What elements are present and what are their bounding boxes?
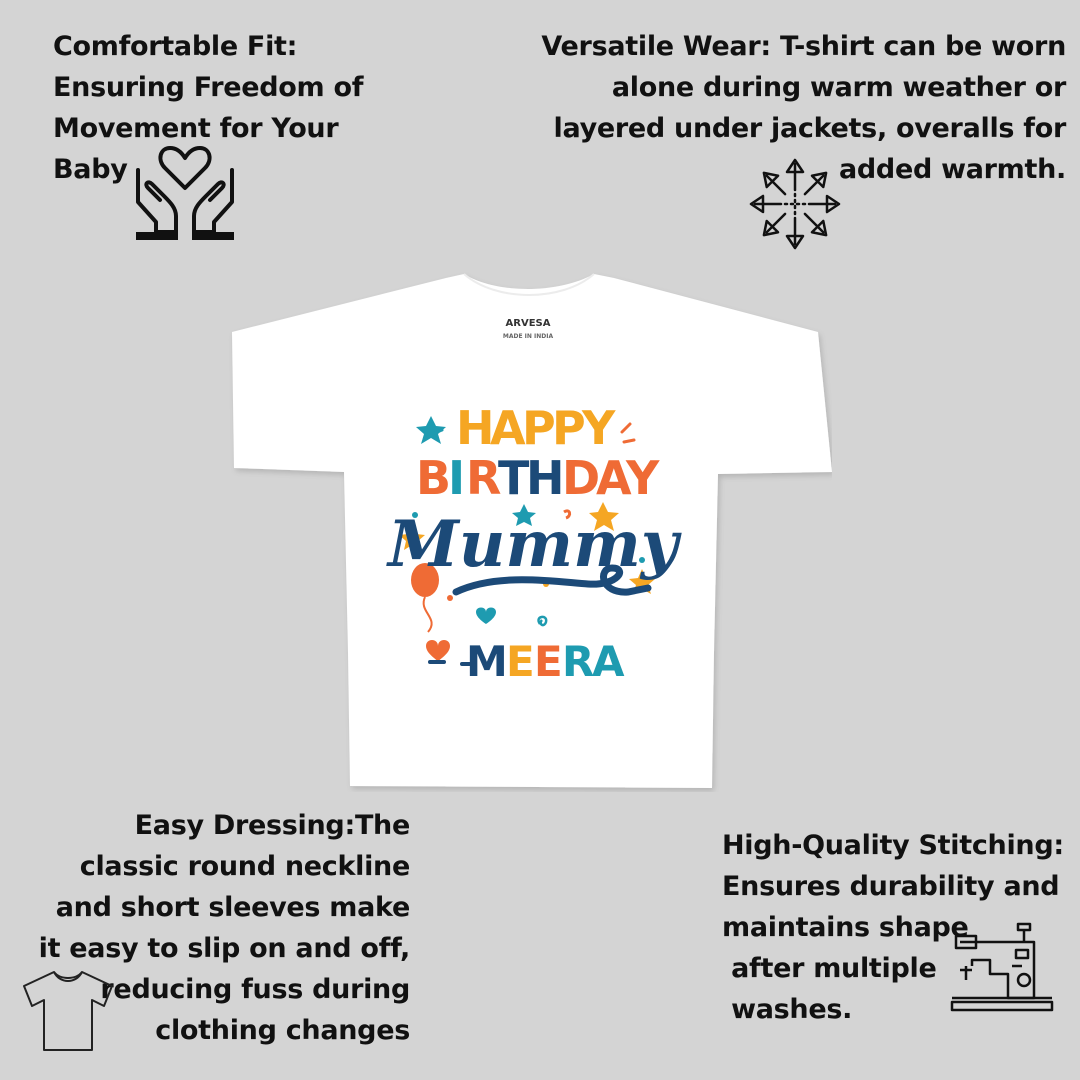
- print-letter: D: [562, 451, 601, 505]
- print-letter: R: [562, 637, 595, 686]
- feature-text-line: Versatile Wear: T-shirt can be worn: [541, 31, 1066, 62]
- feature-text-line: and short sleeves make: [55, 892, 410, 923]
- feature-text-line: Movement for Your: [53, 113, 339, 144]
- print-letter: H: [526, 451, 565, 505]
- print-letter: E: [534, 637, 563, 686]
- print-letter: P: [522, 401, 556, 455]
- print-letter: A: [596, 451, 632, 505]
- print-letter: I: [448, 451, 466, 505]
- print-letter: H: [456, 401, 495, 455]
- print-word-name: [466, 637, 625, 686]
- feature-text-line: it easy to slip on and off,: [38, 933, 410, 964]
- print-letter: A: [490, 401, 526, 455]
- feature-text-line: layered under jackets, overalls for: [553, 113, 1066, 144]
- print-letter: E: [506, 637, 535, 686]
- print-word-mummy: Mummy: [388, 507, 678, 582]
- feature-text-line: alone during warm weather or: [611, 72, 1066, 103]
- feature-text-line: Easy Dressing:The: [134, 810, 410, 841]
- print-word-happy: [456, 401, 616, 455]
- feature-text-line: clothing changes: [155, 1015, 410, 1046]
- feature-text-line: Comfortable Fit:: [53, 31, 298, 62]
- brand-label: ARVESA: [505, 318, 551, 329]
- print-letter: Y: [626, 451, 660, 505]
- print-letter: A: [592, 637, 625, 686]
- feature-text-line: added warmth.: [838, 154, 1066, 185]
- sewing-machine-icon: [950, 922, 1054, 1014]
- feature-text-line: reducing fuss during: [100, 974, 410, 1005]
- print-letter: R: [466, 451, 502, 505]
- feature-text-line: High-Quality Stitching:: [722, 830, 1064, 861]
- feature-text-line: classic round neckline: [79, 851, 410, 882]
- print-letter: P: [552, 401, 586, 455]
- expand-arrows-icon: [740, 148, 850, 260]
- hands-heart-icon: [130, 140, 240, 242]
- feature-text-line: Ensures durability and: [722, 871, 1060, 902]
- brand-label-sub: MADE IN INDIA: [502, 333, 554, 340]
- print-letter: Y: [582, 401, 616, 455]
- feature-text-line: washes.: [722, 994, 853, 1025]
- feature-text-line: maintains shape: [722, 912, 969, 943]
- print-letter: T: [498, 451, 530, 505]
- feature-text-line: Ensuring Freedom of: [53, 72, 364, 103]
- print-letter: M: [466, 637, 508, 686]
- product-tshirt-image: [228, 272, 832, 792]
- tshirt-outline-icon: [20, 968, 116, 1054]
- feature-text-line: Baby: [53, 154, 128, 185]
- print-letter: B: [416, 451, 452, 505]
- print-word-birthday: [416, 451, 660, 505]
- feature-text-line: after multiple: [722, 953, 937, 984]
